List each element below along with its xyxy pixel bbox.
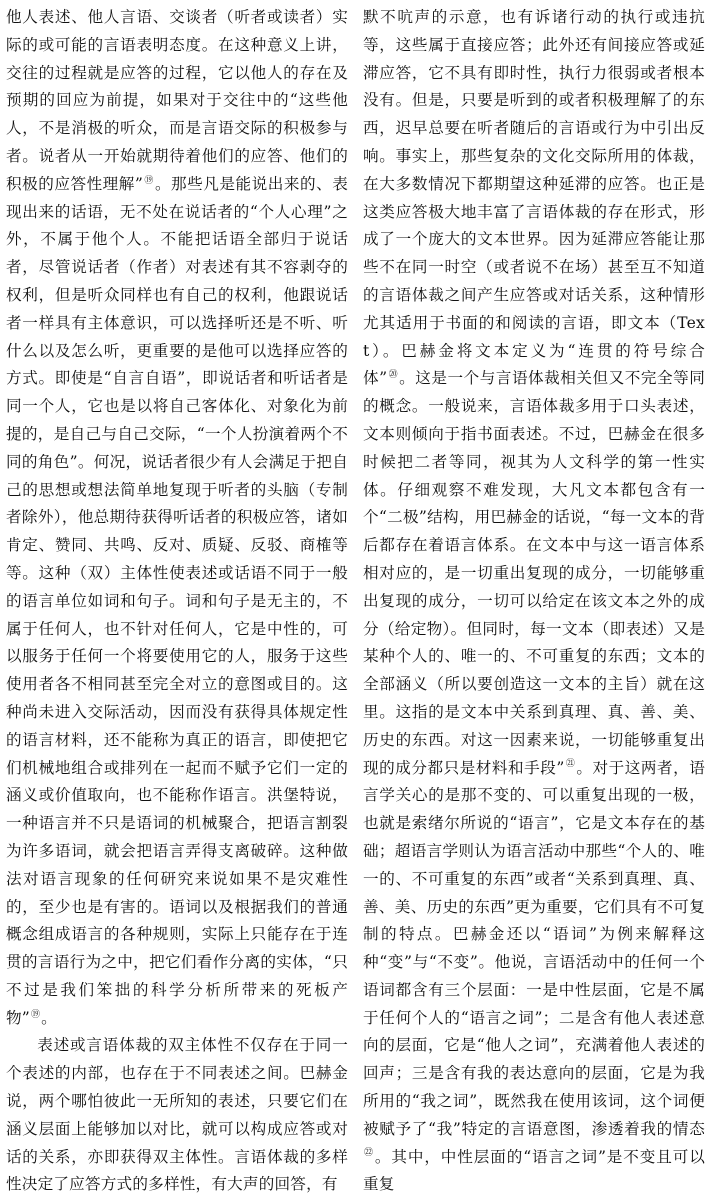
paragraph-text: 。那些凡是能说出来的、表现出来的话语，无不处在说话者的“个人心理”之外，不属于他个人。不能把话语全部归于说话者，尽管说话者（作者）对表述有其不容剥夺的权利，但是听众同样也有自己的权利，他跟说话者一样具有主体意识，可以选择听还是不听、听什么以及怎么听，更重要的是他可以选择应答的方式。即使是“自言自语”，即说话者和听话者是同一个人，它也是以将自己客体化、对象化为前提的，是自己与自己交际，“一个人扮演着两个不同的角色”。何况，说话者很少有人会满足于把自己的思想或想法简单地复现于听者的头脑（专制者除外），他总期待获得听话者的积极应答，诸如肯定、赞同、共鸣、反对、质疑、反驳、商榷等等。这种（双）主体性使表述或话语不同于一般的语言单位如词和句子。词和句子是无主的，不属于任何人，也不针对任何人，它是中性的，可以服务于任何一个将要使用它的人，服务于这些使用者各不相同甚至完全对立的意图或目的。这种尚未进入交际活动，因而没有获得具体规定性的语言材料，还不能称为真正的语言，即使把它们机械地组合或排列在一起而不赋予它们一定的涵义或价值取向，也不能称作语言。洪堡特说，一种语言并不只是语词的机械聚合，把语言割裂为许多语词，就会把语言弄得支离破碎。这种做法对语言现象的任何研究来说如果不是灾难性的，至少也是有害的。语词以及根据我们的普通概念组成语言的各种规则，实际上只能存在于连贯的言语行为之中，把它们看作分离的实体，“只不过是我们笨拙的科学分析所带来的死板产物” [6,174,348,1027]
right-column [363,4,705,1194]
left-column [6,4,348,1194]
paragraph [6,4,348,1032]
paragraph [6,1032,348,1199]
paragraph-text: 他人表述、他人言语、交谈者（听者或读者）实际的或可能的言语表明态度。在这种意义上讲，交往的过程就是应答的过程，它以他人的存在及预期的回应为前提，如果对于交往中的“这些他人，不是消极的听众，而是言语交际的积极参与者。说者从一开始就期待着他们的应答、他们的积极的应答性理解” [6,8,348,193]
paragraph-text: 。其中，中性层面的“语言之词”是不变且可以重复 [363,1147,705,1194]
footnote-marker[interactable]: ㉑ [565,759,576,770]
paragraph [363,4,705,1199]
footnote-marker[interactable]: ⑳ [388,370,399,381]
paragraph-text: 。这是一个与言语体裁相关但又不完全等同的概念。一般说来，言语体裁多用于口头表述，文本则倾向于指书面表述。不过，巴赫金在很多时候把二者等同，视其为人文科学的第一性实体。仔细观察不难发现，大凡文本都包含有一个“二极”结构，用巴赫金的话说，“每一文本的背后都存在着语言体系。在文本中与这一语言体系相对应的，是一切重出复现的成分，一切能够重出复现的成分，一切可以给定在该文本之外的成分（给定物）。但同时，每一文本（即表述）又是某种个人的、唯一的、不可重复的东西；文本的全部涵义（所以要创造这一文本的主旨）就在这里。这指的是文本中关系到真理、真、善、美、历史的东西。对这一因素来说，一切能够重复出现的成分都只是材料和手段” [363,369,705,777]
paragraph-text: 。对于这两者，语言学关心的是那不变的、可以重复出现的一极，也就是索绪尔所说的“语言”，它是文本存在的基础；超语言学则认为语言活动中那些“个人的、唯一的、不可重复的东西”或者“关系到真理、真、善、美、历史的东西”更为重要，它们具有不可复制的特点。巴赫金还以“语词”为例来解释这种“变”与“不变”。他说，言语活动中的任何一个语词都含有三个层面：一是中性层面，它是不属于任何个人的“语言之词”；二是含有他人表述意向的层面，它是“他人之词”，充满着他人表述的回声；三是含有我的表达意向的层面，它是为我所用的“我之词”，既然我在使用该词，这个词便被赋予了“我”特定的言语意图，渗透着我的情态 [363,758,705,1138]
footnote-marker[interactable]: ⑲ [30,1009,41,1020]
footnote-marker[interactable]: ⑲ [144,175,154,186]
paragraph-text: 。 [41,1008,57,1027]
footnote-marker[interactable]: ㉒ [364,1148,374,1159]
paragraph-text: 表述或言语体裁的双主体性不仅存在于同一个表述的内部，也存在于不同表述之间。巴赫金说，两个哪怕彼此一无所知的表述，只要它们在涵义层面上能够加以对比，就可以构成应答或对话的关系，亦即获得双主体性。言语体裁的多样性决定了应答方式的多样性，有大声的回答，有 [6,1036,348,1194]
paragraph-text: 默不吭声的示意，也有诉诸行动的执行或违抗等，这些属于直接应答；此外还有间接应答或延滞应答，它不具有即时性，执行力很弱或者根本没有。但是，只要是听到的或者积极理解了的东西，迟早总要在听者随后的言语或行为中引出反响。事实上，那些复杂的文化交际所用的体裁，在大多数情况下都期望这种延滞的应答。也正是这类应答极大地丰富了言语体裁的存在形式，形成了一个庞大的文本世界。因为延滞应答能让那些不在同一时空（或者说不在场）甚至互不知道的言语体裁之间产生应答或对话关系，这种情形尤其适用于书面的和阅读的言语，即文本（Text）。巴赫金将文本定义为“连贯的符号综合体” [363,8,705,388]
